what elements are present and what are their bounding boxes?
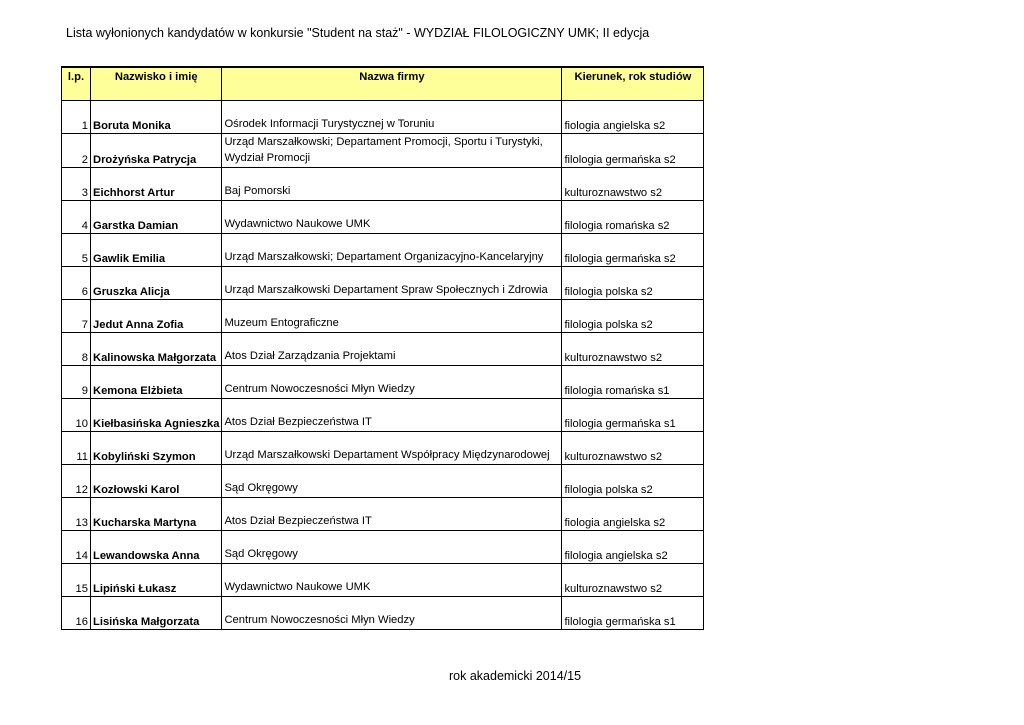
company-name: Centrum Nowoczesności Młyn Wiedzy — [222, 596, 562, 629]
course-year: fiologia angielska s2 — [562, 497, 704, 530]
table-row — [62, 398, 704, 431]
course-year: kulturoznawstwo s2 — [562, 431, 704, 464]
header-lp: l.p. — [62, 67, 91, 100]
table-row — [62, 530, 704, 563]
row-number: 2 — [62, 133, 91, 167]
course-year: filologia germańska s1 — [562, 596, 704, 629]
row-number: 1 — [62, 100, 91, 133]
course-year: filologia polska s2 — [562, 266, 704, 299]
company-name: Wydawnictwo Naukowe UMK — [222, 200, 562, 233]
candidate-name: Gruszka Alicja — [91, 266, 222, 299]
header-company: Nazwa firmy — [222, 67, 562, 100]
company-name: Ośrodek Informacji Turystycznej w Toruniu — [222, 100, 562, 133]
course-year: filologia polska s2 — [562, 299, 704, 332]
course-year: filologia germańska s1 — [562, 398, 704, 431]
table-row — [62, 464, 704, 497]
document-title: Lista wyłonionych kandydatów w konkursie "Student na staż" - WYDZIAŁ FILOLOGICZNY UMK; II edycja — [66, 26, 650, 40]
table-row — [62, 100, 704, 133]
row-number: 6 — [62, 266, 91, 299]
course-year: kulturoznawstwo s2 — [562, 563, 704, 596]
course-year: filologia germańska s2 — [562, 233, 704, 266]
candidates-table — [61, 66, 704, 630]
course-year: kulturoznawstwo s2 — [562, 167, 704, 200]
company-name: Sąd Okręgowy — [222, 464, 562, 497]
candidate-name: Kemona Elżbieta — [91, 365, 222, 398]
table-row — [62, 299, 704, 332]
course-year: kulturoznawstwo s2 — [562, 332, 704, 365]
candidate-name: Kiełbasińska Agnieszka — [91, 398, 222, 431]
header-name: Nazwisko i imię — [91, 67, 222, 100]
candidate-name: Drożyńska Patrycja — [91, 133, 222, 167]
company-name: Urząd Marszałkowski; Departament Organizacyjno-Kancelaryjny — [222, 233, 562, 266]
course-year: filologia romańska s2 — [562, 200, 704, 233]
table-row — [62, 596, 704, 629]
company-name: Urząd Marszałkowski Departament Współpracy Międzynarodowej — [222, 431, 562, 464]
company-name: Baj Pomorski — [222, 167, 562, 200]
candidate-name: Eichhorst Artur — [91, 167, 222, 200]
table-header-row — [62, 67, 704, 100]
table-row — [62, 266, 704, 299]
company-name: Wydawnictwo Naukowe UMK — [222, 563, 562, 596]
candidate-name: Kobyliński Szymon — [91, 431, 222, 464]
course-year: filologia angielska s2 — [562, 530, 704, 563]
row-number: 16 — [62, 596, 91, 629]
candidate-name: Gawlik Emilia — [91, 233, 222, 266]
row-number: 14 — [62, 530, 91, 563]
candidate-name: Lewandowska Anna — [91, 530, 222, 563]
row-number: 9 — [62, 365, 91, 398]
candidate-name: Kucharska Martyna — [91, 497, 222, 530]
table-row — [62, 332, 704, 365]
table-row — [62, 431, 704, 464]
company-name: Centrum Nowoczesności Młyn Wiedzy — [222, 365, 562, 398]
company-name: Muzeum Entograficzne — [222, 299, 562, 332]
candidate-name: Kozłowski Karol — [91, 464, 222, 497]
candidate-name: Jedut Anna Zofia — [91, 299, 222, 332]
table-row — [62, 365, 704, 398]
course-year: filologia polska s2 — [562, 464, 704, 497]
company-name: Atos Dział Bezpieczeństwa IT — [222, 398, 562, 431]
row-number: 3 — [62, 167, 91, 200]
company-name: Sąd Okręgowy — [222, 530, 562, 563]
candidate-name: Lisińska Małgorzata — [91, 596, 222, 629]
company-name: Urząd Marszałkowski; Departament Promocji, Sportu i Turystyki, Wydział Promocji — [222, 133, 562, 167]
course-year: fiologia angielska s2 — [562, 100, 704, 133]
candidate-name: Lipiński Łukasz — [91, 563, 222, 596]
row-number: 5 — [62, 233, 91, 266]
company-name: Atos Dział Bezpieczeństwa IT — [222, 497, 562, 530]
row-number: 12 — [62, 464, 91, 497]
academic-year-footer: rok akademicki 2014/15 — [449, 669, 582, 683]
table-row — [62, 233, 704, 266]
table-row — [62, 200, 704, 233]
table-row — [62, 497, 704, 530]
row-number: 7 — [62, 299, 91, 332]
candidate-name: Garstka Damian — [91, 200, 222, 233]
course-year: filologia germańska s2 — [562, 133, 704, 167]
company-name: Atos Dział Zarządzania Projektami — [222, 332, 562, 365]
row-number: 15 — [62, 563, 91, 596]
row-number: 8 — [62, 332, 91, 365]
company-name: Urząd Marszałkowski Departament Spraw Społecznych i Zdrowia — [222, 266, 562, 299]
header-course: Kierunek, rok studiów — [562, 67, 704, 100]
row-number: 10 — [62, 398, 91, 431]
candidate-name: Kalinowska Małgorzata — [91, 332, 222, 365]
candidate-name: Boruta Monika — [91, 100, 222, 133]
row-number: 4 — [62, 200, 91, 233]
table-row — [62, 133, 704, 167]
course-year: filologia romańska s1 — [562, 365, 704, 398]
table-row — [62, 167, 704, 200]
row-number: 11 — [62, 431, 91, 464]
table-row — [62, 563, 704, 596]
row-number: 13 — [62, 497, 91, 530]
